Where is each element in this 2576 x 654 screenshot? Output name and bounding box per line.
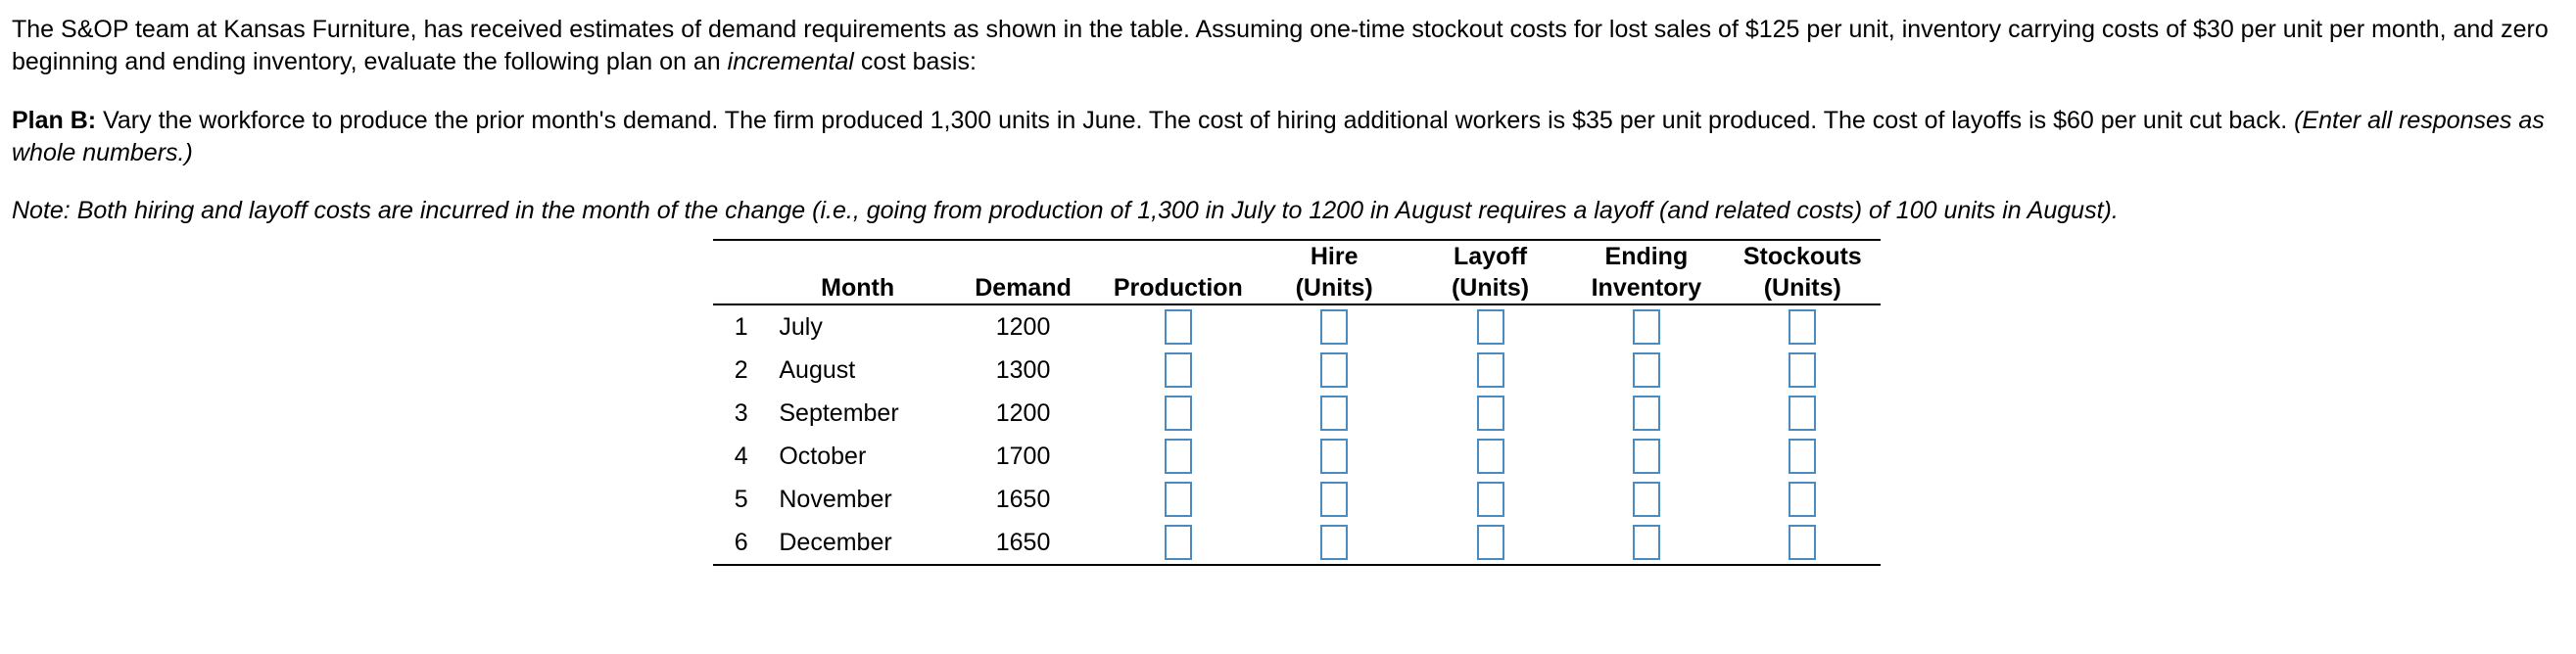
row-month: October [779, 442, 867, 470]
note-text: Note: Both hiring and layoff costs are incurred in the month of the change (i.e., going from production of 1,300 in July to 1200 in August requires a layoff (and related costs) of 100 units in August). [12, 197, 2119, 224]
header-hire-bottom: (Units) [1257, 272, 1412, 304]
row-demand: 1650 [946, 521, 1100, 565]
table-row [713, 349, 1881, 392]
production-input[interactable] [1165, 439, 1192, 474]
row-month: August [779, 355, 856, 384]
header-stockouts-top: Stockouts [1725, 240, 1881, 272]
layoff-input[interactable] [1477, 525, 1504, 560]
row-demand: 1700 [995, 442, 1051, 470]
ending-inventory-input[interactable] [1633, 396, 1660, 431]
table-row [713, 478, 1881, 521]
layoff-input[interactable] [1477, 439, 1504, 474]
plan-description [12, 105, 2564, 169]
row-number: 4 [734, 442, 748, 470]
plan-label: Plan B: [12, 107, 97, 134]
hire-input[interactable] [1320, 352, 1348, 388]
ending-inventory-input[interactable] [1633, 482, 1660, 517]
layoff-input[interactable] [1477, 352, 1504, 388]
header-ending-top: Ending [1568, 240, 1724, 272]
row-demand: 1650 [995, 485, 1051, 513]
hire-input[interactable] [1320, 482, 1348, 517]
header-layoff-bottom: (Units) [1412, 272, 1568, 304]
problem-text-end: cost basis: [853, 48, 977, 75]
row-number: 3 [734, 398, 748, 427]
stockouts-input[interactable] [1789, 482, 1816, 517]
hire-input[interactable] [1320, 525, 1348, 560]
table-row [713, 304, 1881, 349]
header-month: Month [769, 272, 946, 304]
layoff-input[interactable] [1477, 396, 1504, 431]
stockouts-input[interactable] [1789, 396, 1816, 431]
header-ending-bottom: Inventory [1568, 272, 1724, 304]
row-month: September [779, 398, 899, 427]
problem-italic-text: incremental [727, 48, 854, 75]
stockouts-input[interactable] [1789, 525, 1816, 560]
production-input[interactable] [1165, 482, 1192, 517]
row-month: July [779, 312, 823, 341]
row-month: December [769, 521, 946, 565]
production-input[interactable] [1165, 525, 1192, 560]
table-header-row [713, 272, 1881, 304]
row-month: November [779, 485, 892, 513]
table-row [713, 521, 1881, 565]
layoff-input[interactable] [1477, 309, 1504, 345]
stockouts-input[interactable] [1789, 439, 1816, 474]
row-number: 5 [734, 485, 748, 513]
table-row [713, 435, 1881, 478]
ending-inventory-input[interactable] [1633, 439, 1660, 474]
ending-inventory-input[interactable] [1633, 309, 1660, 345]
header-layoff-top: Layoff [1412, 240, 1568, 272]
row-demand: 1200 [995, 312, 1051, 341]
plan-table-wrapper [713, 239, 1881, 566]
plan-table [713, 239, 1881, 566]
ending-inventory-input[interactable] [1633, 352, 1660, 388]
table-row [713, 392, 1881, 435]
header-production: Production [1100, 272, 1256, 304]
stockouts-input[interactable] [1789, 309, 1816, 345]
production-input[interactable] [1165, 352, 1192, 388]
stockouts-input[interactable] [1789, 352, 1816, 388]
plan-text: Vary the workforce to produce the prior month's demand. The firm produced 1,300 units in June. The cost of hiring additional workers is $35 per unit produced. The cost of layoffs is $60 per unit cut back. [96, 107, 2295, 134]
header-hire-top: Hire [1257, 240, 1412, 272]
production-input[interactable] [1165, 309, 1192, 345]
row-demand: 1300 [995, 355, 1051, 384]
row-number: 2 [734, 355, 748, 384]
header-demand: Demand [946, 272, 1100, 304]
plan-instructions: (Enter all responses as whole numbers.) [12, 107, 2545, 166]
layoff-input[interactable] [1477, 482, 1504, 517]
row-number: 6 [713, 521, 769, 565]
hire-input[interactable] [1320, 439, 1348, 474]
row-number: 1 [734, 312, 748, 341]
problem-text: The S&OP team at Kansas Furniture, has received estimates of demand requirements as shown in the table. Assuming one-time stockout costs for lost sales of $125 per unit, inventory carrying costs of $30 per unit per month, and zero beginning and ending inventory, evaluate the following plan on an [12, 16, 2549, 75]
problem-statement [12, 14, 2564, 78]
hire-input[interactable] [1320, 396, 1348, 431]
production-input[interactable] [1165, 396, 1192, 431]
hire-input[interactable] [1320, 309, 1348, 345]
header-stockouts-bottom: (Units) [1725, 272, 1881, 304]
ending-inventory-input[interactable] [1633, 525, 1660, 560]
row-demand: 1200 [995, 398, 1051, 427]
table-header-top-row [713, 240, 1881, 272]
